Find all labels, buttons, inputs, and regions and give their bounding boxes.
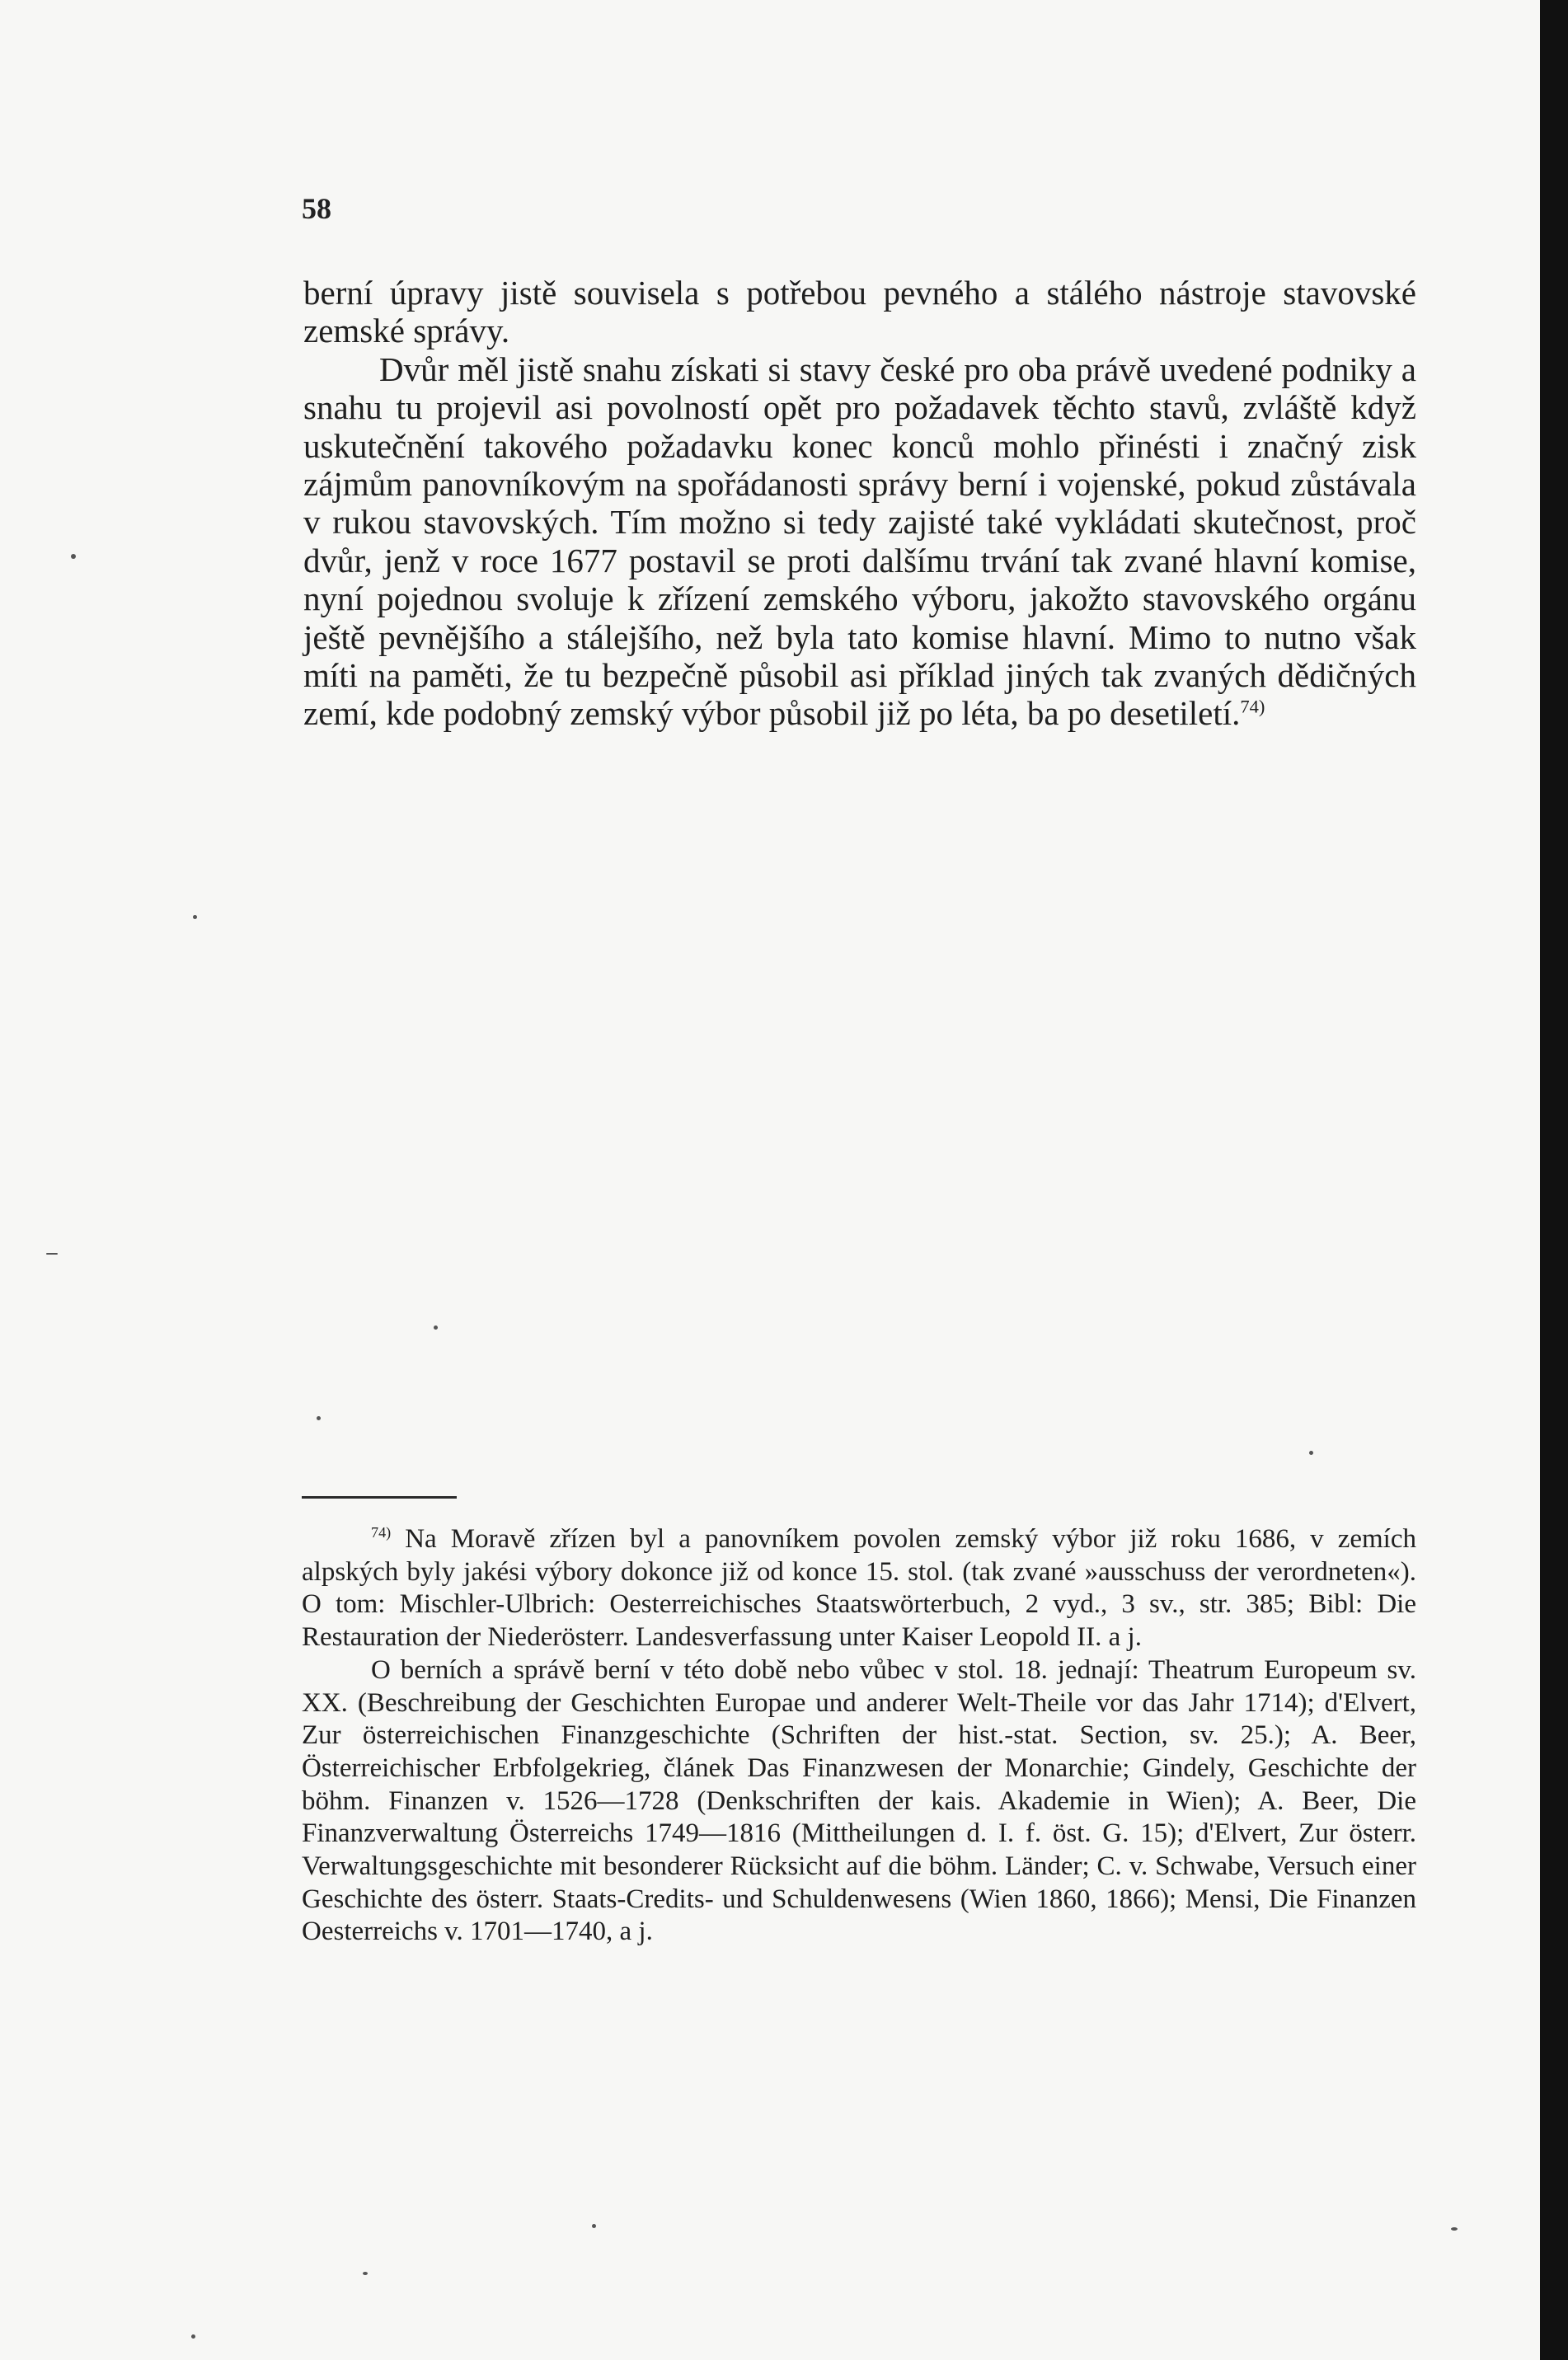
scan-speck	[1309, 1451, 1313, 1455]
scan-speck	[1451, 2227, 1458, 2231]
scan-speck	[317, 1416, 321, 1420]
footnote-reference: 74)	[1240, 696, 1265, 717]
scan-speck	[46, 1253, 58, 1255]
scan-speck	[191, 2334, 195, 2339]
paragraph-2	[303, 350, 1416, 733]
scan-speck	[193, 915, 197, 919]
footnote-marker: 74)	[371, 1524, 392, 1541]
scan-speck	[592, 2224, 596, 2228]
footnote-74-text: Na Moravě zřízen byl a panovníkem povolen zemský výbor již roku 1686, v zemích alpských byly jakési výbory dokonce již od konce 15. stol. (tak zvané »ausschuss der verordneten«). O tom: Mischler-Ulbrich: Oesterreichisches Staatswörterbuch, 2 vyd., 3 sv., str. 385; Bibl: Die Restauration der Niederösterr. Landesverfassung unter Kaiser Leopold II. a j.	[302, 1524, 1416, 1653]
paragraph-2-text: Dvůr měl jistě snahu získati si stavy české pro oba právě uvedené podniky a snahu tu projevil asi povolností opět pro požadavek těchto stavů, zvláště když uskutečnění takového požadavku konec konců mohlo přinésti i značný zisk zájmům panovníkovým na spořádanosti správy berní i vojenské, pokud zůstávala v rukou stavovských. Tím možno si tedy zajisté také vykládati skutečnost, proč dvůr, jenž v roce 1677 postavil se proti dalšímu trvání tak zvané hlavní komise, nyní pojednou svoluje k zřízení zemského výboru, jakožto stavovského orgánu ještě pevnějšího a stálejšího, než byla tato komise hlavní. Mimo to nutno však míti na paměti, že tu bezpečně působil asi příklad jiných tak zvaných dědičných zemí, kde podobný zemský výbor působil již po léta, ba po desetiletí.	[303, 350, 1416, 733]
footnotes	[302, 1523, 1416, 1949]
footnote-sources-text: O berních a správě berní v této době nebo vůbec v stol. 18. jednají: Theatrum Europeum sv. XX. (Beschreibung der Geschichten Europae und anderer Welt-Theile vor das Jahr 1714); d'Elvert, Zur österreichischen Finanzgeschichte (Schriften der hist.-stat. Section, sv. 25.); A. Beer, Österreichischer Erbfolgekrieg, článek Das Finanzwesen der Monarchie; Gindely, Geschichte der böhm. Finanzen v. 1526—1728 (Denkschriften der kais. Akademie in Wien); A. Beer, Die Finanzverwaltung Österreichs 1749—1816 (Mittheilungen d. I. f. öst. G. 15); d'Elvert, Zur österr. Verwaltungsgeschichte mit besonderer Rücksicht auf die böhm. Länder; C. v. Schwabe, Versuch einer Geschichte des österr. Staats-Credits- und Schuldenwesens (Wien 1860, 1866); Mensi, Die Finanzen Oesterreichs v. 1701—1740, a j.	[302, 1654, 1416, 1947]
footnote-sources	[302, 1654, 1416, 1949]
page-number: 58	[302, 192, 331, 225]
paragraph-1: berní úpravy jistě souvisela s potřebou pevného a stálého nástroje stavovské zemské správy.	[303, 274, 1416, 350]
scan-speck	[434, 1325, 438, 1330]
scan-edge	[1540, 0, 1568, 2360]
scan-speck	[363, 2272, 368, 2275]
footnote-74	[302, 1523, 1416, 1654]
main-text	[303, 274, 1416, 733]
footnote-divider	[302, 1496, 457, 1499]
scan-speck	[71, 554, 76, 559]
